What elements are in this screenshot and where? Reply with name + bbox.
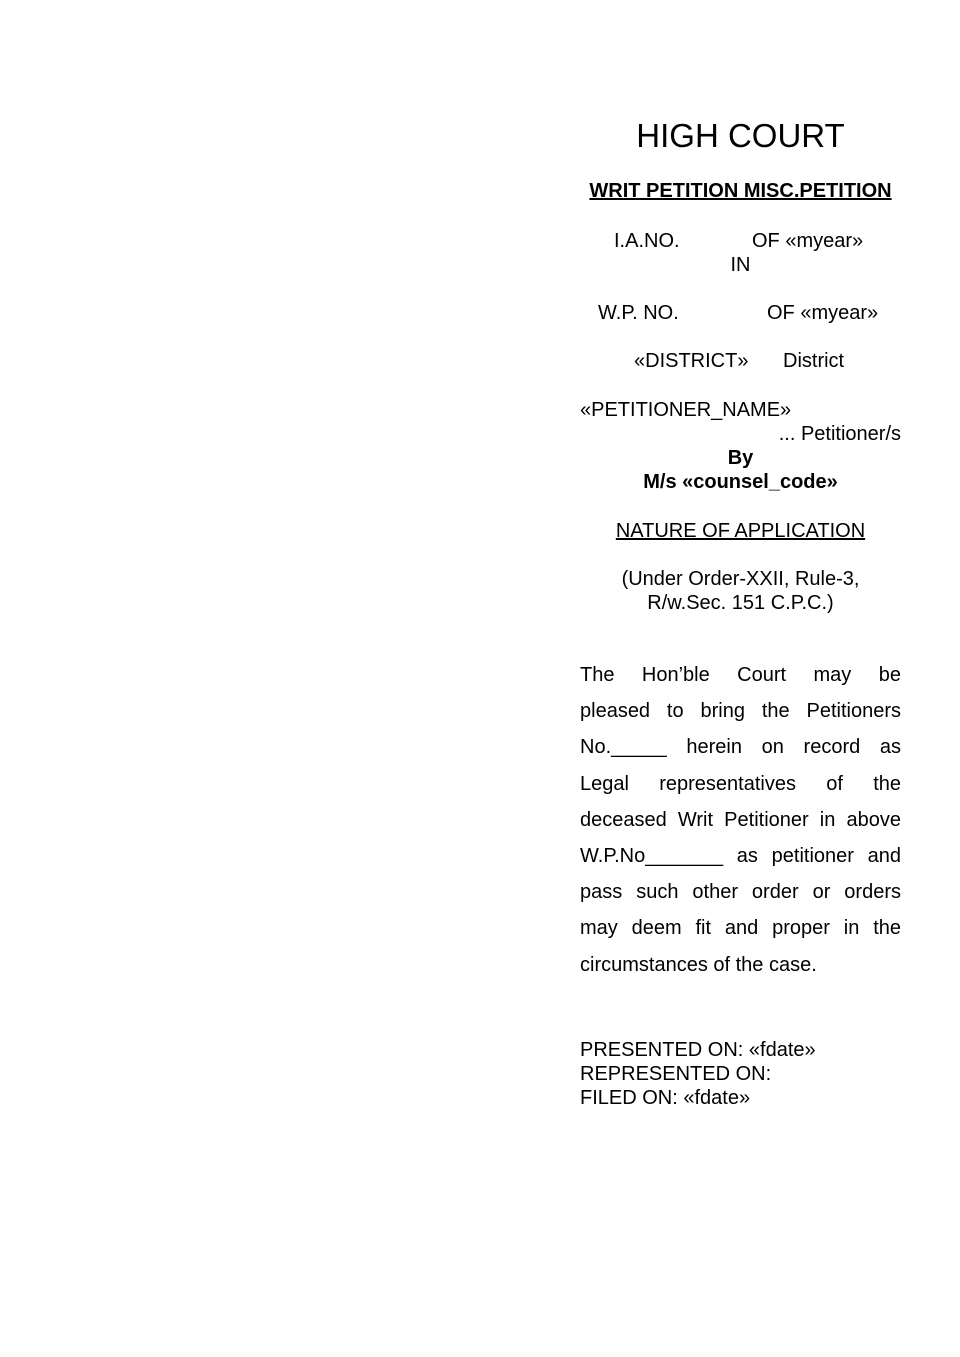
district-field: «DISTRICT» [634, 350, 749, 372]
represented-on: REPRESENTED ON: [580, 1063, 772, 1085]
wp-number-label: W.P. NO. [598, 302, 679, 324]
presented-on: PRESENTED ON: «fdate» [580, 1039, 816, 1061]
petition-type-heading: WRIT PETITION MISC.PETITION [589, 180, 892, 202]
prayer-line: may deem fit and proper in the [580, 917, 901, 940]
order-reference-line-2: R/w.Sec. 151 C.P.C.) [647, 592, 834, 614]
counsel-name: M/s «counsel_code» [643, 471, 838, 493]
by-label: By [727, 447, 754, 469]
court-title: HIGH COURT [636, 117, 845, 154]
nature-of-application-heading: NATURE OF APPLICATION [615, 520, 866, 542]
petitioner-label: ... Petitioner/s [778, 423, 901, 445]
prayer-line: The Hon’ble Court may be [580, 664, 901, 686]
district-label: District [783, 350, 845, 372]
order-reference-line-1: (Under Order-XXII, Rule-3, [621, 568, 860, 590]
prayer-line: circumstances of the case. [580, 953, 817, 976]
wp-year-label: OF «myear» [767, 302, 879, 324]
petitioner-name: «PETITIONER_NAME» [580, 399, 792, 421]
prayer-line: Legal representatives of the [580, 772, 901, 795]
ia-year-label: OF «myear» [752, 230, 864, 252]
prayer-line: pass such other order or orders [580, 881, 901, 904]
prayer-paragraph [580, 657, 901, 983]
prayer-line: deceased Writ Petitioner in above [580, 808, 901, 831]
prayer-line: W.P.No_______ as petitioner and [580, 844, 901, 867]
ia-number-label: I.A.NO. [614, 230, 680, 252]
prayer-line: No._____ herein on record as [580, 736, 901, 759]
in-label: IN [730, 254, 751, 276]
filed-on: FILED ON: «fdate» [580, 1087, 751, 1109]
prayer-line: pleased to bring the Petitioners [580, 700, 901, 723]
